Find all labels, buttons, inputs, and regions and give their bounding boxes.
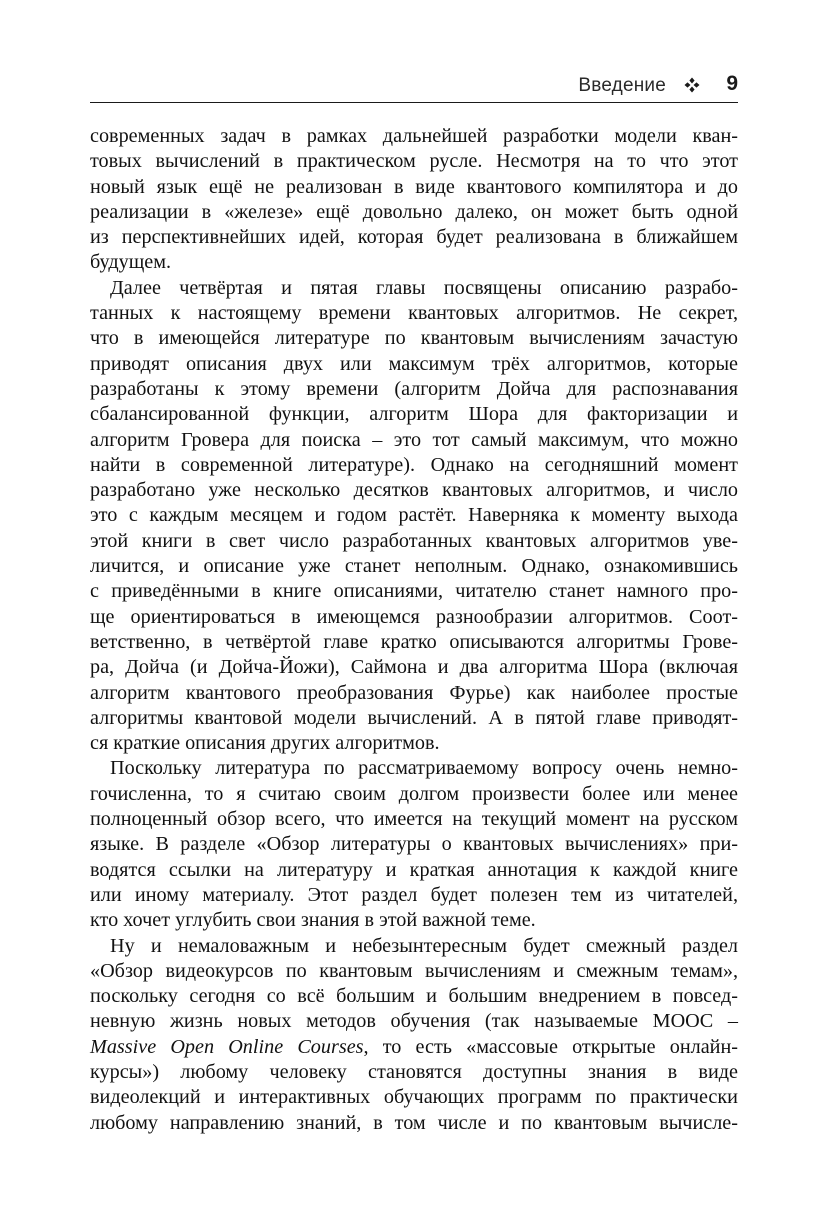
paragraph <box>90 276 738 757</box>
text-line: современных задач в рамках дальнейшей разработки модели кван- <box>90 125 738 147</box>
paragraph <box>90 124 738 276</box>
text-line: или иному материалу. Этот раздел будет полезен тем из читателей, <box>90 883 738 906</box>
text-line: Поскольку литература по рассматриваемому вопросу очень немно- <box>110 757 738 780</box>
page-number: 9 <box>726 72 738 95</box>
text-line: любому направлению знаний, в том числе и по квантовым вычисле- <box>90 1111 738 1134</box>
text-line: алгоритм квантового преобразования Фурье) как наиболее простые <box>90 681 738 704</box>
text-line: сбалансированной функции, алгоритм Шора для факторизации и <box>90 403 738 426</box>
text-line: поскольку сегодня со всё большим и большим внедрением в повсед- <box>90 985 738 1008</box>
text-line: найти в современной литературе). Однако на сегодняшний момент <box>90 453 738 476</box>
text-line: ветственно, в четвёртой главе кратко описываются алгоритмы Грове- <box>90 630 738 653</box>
text-line: гочисленна, то я считаю своим долгом произвести более или менее <box>90 782 738 805</box>
text-line: «Обзор видеокурсов по квантовым вычислениям и смежным темам», <box>90 959 738 982</box>
text-line: Далее четвёртая и пятая главы посвящены описанию разрабо- <box>110 276 738 299</box>
text-line-with-italic <box>90 1035 738 1060</box>
text-line: танных к настоящему времени квантовых алгоритмов. Не секрет, <box>90 302 738 325</box>
four-diamond-ornament-icon <box>684 77 700 93</box>
text-line: видеолекций и интерактивных обучающих программ по практически <box>90 1086 738 1109</box>
text-line: ще ориентироваться в имеющемся разнообразии алгоритмов. Соот- <box>90 605 738 628</box>
text-line: ся краткие описания других алгоритмов. <box>90 732 440 755</box>
running-head <box>90 70 738 103</box>
text-line: будущем. <box>90 251 172 274</box>
text-line: языке. В разделе «Обзор литературы о квантовых вычислениях» при- <box>90 833 738 856</box>
italic-phrase: Massive Open Online Courses <box>90 1035 364 1058</box>
section-title: Введение <box>578 75 666 96</box>
text-line: новый язык ещё не реализован в виде квантового компилятора и до <box>90 175 738 198</box>
text-line: с приведёнными в книге описаниями, читателю станет намного про- <box>90 580 738 603</box>
text-line: товых вычислений в практическом русле. Несмотря на то что этот <box>90 150 738 173</box>
text-line: курсы») любому человеку становятся доступны знания в виде <box>90 1060 738 1083</box>
text-line: этой книги в свет число разработанных квантовых алгоритмов уве- <box>90 529 738 552</box>
text-line: разработаны к этому времени (алгоритм Дойча для распознавания <box>90 377 738 400</box>
text-line: алгоритмы квантовой модели вычислений. А в пятой главе приводят- <box>90 706 738 729</box>
text-line: ра, Дойча (и Дойча-Йожи), Саймона и два алгоритма Шора (включая <box>90 656 738 679</box>
text-line: из перспективнейших идей, которая будет реализована в ближайшем <box>90 226 738 249</box>
text-line: водятся ссылки на литературу и краткая аннотация к каждой книге <box>90 858 738 881</box>
paragraph <box>90 756 738 933</box>
text-line: алгоритм Гровера для поиска – это тот самый максимум, что можно <box>90 428 738 451</box>
text-line-rest: , то есть «массовые открытые онлайн- <box>363 1035 738 1058</box>
text-line: кто хочет углубить свои знания в этой важной теме. <box>90 909 536 932</box>
text-line: разработано уже несколько десятков квантовых алгоритмов, и число <box>90 479 738 502</box>
text-line: полноценный обзор всего, что имеется на текущий момент на русском <box>90 808 738 831</box>
text-line: личится, и описание уже станет неполным. Однако, ознакомившись <box>90 555 738 578</box>
paragraph <box>90 934 738 1136</box>
text-line: Ну и немаловажным и небезынтересным будет смежный раздел <box>110 934 738 957</box>
text-line: невную жизнь новых методов обучения (так называемые MOOC – <box>90 1010 738 1033</box>
body-text <box>90 124 738 1136</box>
text-line: что в имеющейся литературе по квантовым вычислениям зачастую <box>90 327 738 350</box>
text-line: реализации в «железе» ещё довольно далеко, он может быть одной <box>90 200 738 223</box>
text-line: это с каждым месяцем и годом растёт. Наверняка к моменту выхода <box>90 504 738 527</box>
text-line: приводят описания двух или максимум трёх алгоритмов, которые <box>90 352 738 375</box>
